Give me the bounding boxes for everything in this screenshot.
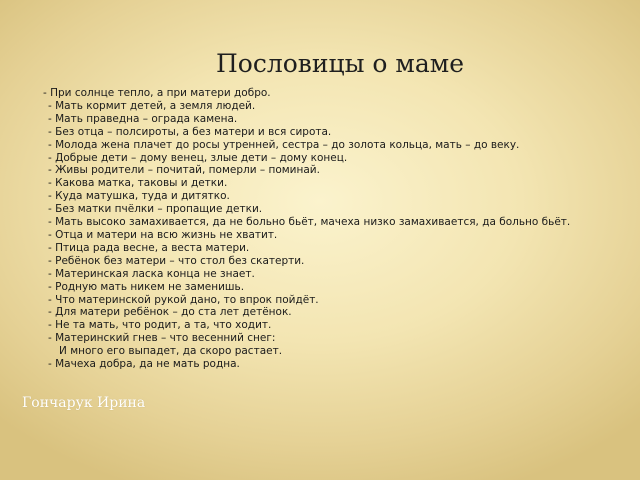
slide-title: Пословицы о маме: [215, 49, 465, 78]
proverb-item: - Мачеха добра, да не мать родна.: [48, 358, 240, 371]
proverb-item: И много его выпадет, да скоро растает.: [59, 345, 283, 358]
proverb-item: - Куда матушка, туда и дитятко.: [48, 190, 230, 203]
proverb-item: - Что материнской рукой дано, то впрок пойдёт.: [48, 293, 319, 306]
proverb-item: - При солнце тепло, а при матери добро.: [43, 87, 271, 99]
proverb-list: [43, 87, 623, 371]
proverb-item: - Добрые дети – дому венец, злые дети – дому конец.: [48, 151, 348, 164]
proverb-item: - Мать кормит детей, а земля людей.: [48, 99, 256, 112]
proverb-item: - Птица рада весне, а веста матери.: [48, 241, 250, 254]
proverb-item: - Родную мать никем не заменишь.: [48, 280, 245, 293]
proverb-item: - Без матки пчёлки – пропащие детки.: [48, 203, 263, 216]
proverb-item: - Материнский гнев – что весенний снег:: [48, 332, 276, 345]
author-name: Гончарук Ирина: [22, 395, 146, 411]
proverb-item: - Мать праведна – ограда камена.: [48, 112, 238, 125]
proverb-item: - Материнская ласка конца не знает.: [48, 267, 255, 280]
proverb-item: - Не та мать, что родит, а та, что ходит.: [48, 319, 272, 332]
proverb-item: - Ребёнок без матери – что стол без скатерти.: [48, 254, 305, 267]
proverb-item: - Мать высоко замахивается, да не больно бьёт, мачеха низко замахивается, да больно бьёт.: [48, 216, 571, 229]
proverb-item: - Без отца – полсироты, а без матери и вся сирота.: [48, 125, 332, 138]
proverb-item: - Для матери ребёнок – до ста лет детёнок.: [48, 306, 292, 319]
proverb-item: - Отца и матери на всю жизнь не хватит.: [48, 228, 278, 241]
proverb-item: - Какова матка, таковы и детки.: [48, 177, 228, 190]
proverb-item: - Молода жена плачет до росы утренней, сестра – до золота кольца, мать – до веку.: [48, 138, 520, 151]
proverb-item: - Живы родители – почитай, померли – поминай.: [48, 164, 320, 177]
